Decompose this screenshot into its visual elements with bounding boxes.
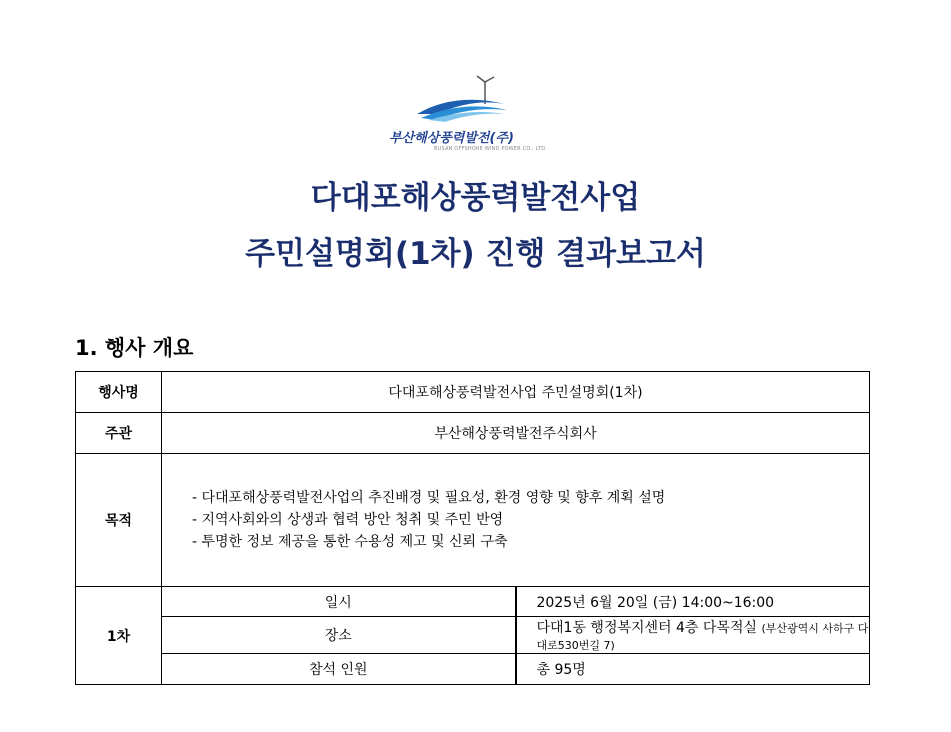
table-row <box>76 372 870 413</box>
logo-name: 부산해상풍력발전(주) <box>389 131 514 146</box>
list-item: - 다대포해상풍력발전사업의 추진배경 및 필요성, 환경 영향 및 향후 계획 설명 <box>192 490 666 506</box>
logo-subtitle: BUSAN OFFSHORE WIND POWER CO., LTD. <box>434 146 548 152</box>
round-label: 1차 <box>76 587 162 685</box>
list-item: - 지역사회와의 상생과 협력 방안 청취 및 주민 반영 <box>192 512 504 528</box>
table-row <box>76 654 870 685</box>
document-title-line2: 주민설명회(1차) 진행 결과보고서 <box>245 236 706 272</box>
event-name-value: 다대포해상풍력발전사업 주민설명회(1차) <box>162 372 870 413</box>
table-row <box>76 413 870 454</box>
purpose-list <box>162 487 869 553</box>
venue-cell <box>516 617 870 654</box>
attendees-label: 참석 인원 <box>162 654 516 685</box>
venue-address: (부산광역시 사하구 다대로530번길 7) <box>536 622 869 652</box>
datetime-label: 일시 <box>162 587 516 617</box>
wind-turbine-icon <box>477 76 494 104</box>
purpose-value <box>162 454 870 587</box>
datetime-value: 2025년 6월 20일 (금) 14:00~16:00 <box>516 587 870 617</box>
venue-label: 장소 <box>162 617 516 654</box>
host-label: 주관 <box>76 413 162 454</box>
table-row <box>76 587 870 617</box>
document-title-line1: 다대포해상풍력발전사업 <box>310 180 641 216</box>
venue-value: 다대1동 행정복지센터 4층 다목적실 <box>536 620 762 636</box>
list-item: - 투명한 정보 제공을 통한 수용성 제고 및 신뢰 구축 <box>192 534 508 550</box>
purpose-label: 목적 <box>76 454 162 587</box>
wave-icon <box>417 100 507 122</box>
table-row <box>76 454 870 587</box>
event-overview-table <box>75 371 870 685</box>
section-heading: 1. 행사 개요 <box>75 336 194 360</box>
table-row <box>76 617 870 654</box>
host-value: 부산해상풍력발전주식회사 <box>162 413 870 454</box>
attendees-value: 총 95명 <box>516 654 870 685</box>
event-name-label: 행사명 <box>76 372 162 413</box>
